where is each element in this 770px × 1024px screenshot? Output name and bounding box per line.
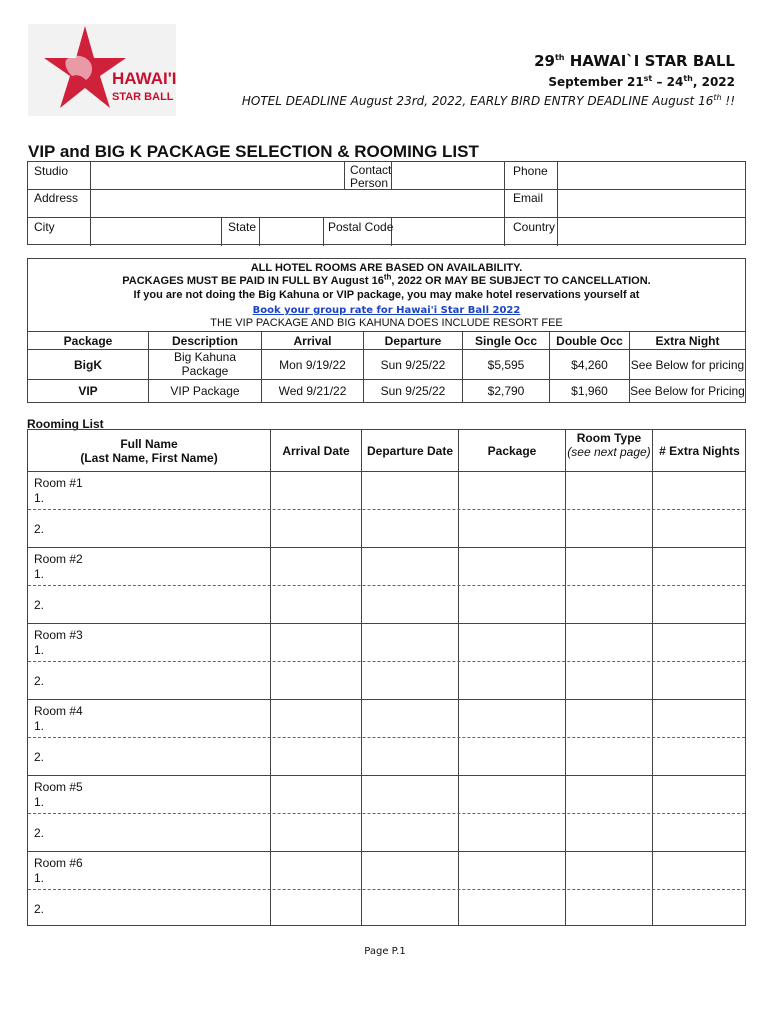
room-number: Room #3: [34, 628, 83, 642]
event-title: 29th HAWAI`I STAR BALL: [534, 52, 735, 70]
address-label: Address: [34, 191, 79, 205]
guest-line-number: 1.: [34, 795, 45, 809]
room-guest-2[interactable]: [34, 902, 44, 917]
guest-line-number: 2.: [34, 674, 45, 688]
guest-line-number: 2.: [34, 902, 45, 916]
phone-label: Phone: [513, 164, 548, 178]
room-guest-2[interactable]: [34, 750, 44, 765]
event-dates: September 21st – 24th, 2022: [548, 74, 735, 89]
city-label: City: [34, 220, 55, 234]
package-description: VIP Package: [170, 384, 240, 398]
room-guest-2[interactable]: [34, 522, 44, 537]
room-guest-1[interactable]: [34, 476, 83, 506]
package-departure: Sun 9/25/22: [380, 384, 446, 398]
guest-line-number: 1.: [34, 871, 45, 885]
group-rate-link[interactable]: Book your group rate for Hawai'i Star Ball 2022: [252, 305, 521, 316]
room-guest-1[interactable]: [34, 856, 83, 886]
col-header-departure-date: Departure Date: [366, 444, 454, 458]
payment-deadline-note: PACKAGES MUST BE PAID IN FULL BY August 16th, 2022 OR MAY BE SUBJECT TO CANCELLATION.: [122, 272, 651, 287]
guest-line-number: 1.: [34, 719, 45, 733]
guest-line-number: 1.: [34, 567, 45, 581]
room-number: Room #6: [34, 856, 83, 870]
package-extra-night: See Below for Pricing: [630, 384, 745, 398]
col-header-extra-nights: # Extra Nights: [659, 444, 740, 458]
col-header-double-occ: Double Occ: [556, 334, 623, 348]
package-name-bigk[interactable]: BigK: [74, 358, 102, 372]
package-double-occ: $1,960: [571, 384, 608, 398]
state-field[interactable]: [260, 218, 322, 244]
email-field[interactable]: [558, 190, 744, 217]
contact-person-label: Contact Person: [350, 163, 392, 190]
page-title: VIP and BIG K PACKAGE SELECTION & ROOMING LIST: [28, 142, 479, 161]
package-arrival: Wed 9/21/22: [278, 384, 347, 398]
col-header-room-type: Room Type (see next page): [567, 431, 651, 459]
logo-wordmark-hawaii: HAWAI'I: [112, 69, 176, 88]
postal-code-field[interactable]: [392, 218, 503, 244]
email-label: Email: [513, 191, 544, 205]
self-booking-note: If you are not doing the Big Kahuna or VIP package, you may make hotel reservations yourself at: [133, 289, 640, 301]
col-header-extra-night: Extra Night: [655, 334, 720, 348]
address-field[interactable]: [91, 190, 503, 217]
room-number: Room #1: [34, 476, 83, 490]
col-header-full-name: Full Name (Last Name, First Name): [80, 437, 218, 465]
guest-line-number: 2.: [34, 826, 45, 840]
hawaii-star-ball-logo: [28, 24, 176, 116]
package-single-occ: $2,790: [487, 384, 525, 398]
package-name-vip[interactable]: VIP: [78, 384, 98, 398]
state-label: State: [228, 220, 257, 234]
col-header-description: Description: [171, 334, 238, 348]
page-number: Page P.1: [364, 946, 406, 957]
col-header-package: Package: [63, 334, 113, 348]
col-header-package: Package: [487, 444, 537, 458]
package-single-occ: $5,595: [487, 358, 525, 372]
col-header-arrival-date: Arrival Date: [282, 444, 350, 458]
city-field[interactable]: [91, 218, 220, 244]
guest-line-number: 2.: [34, 598, 45, 612]
guest-line-number: 2.: [34, 750, 45, 764]
package-double-occ: $4,260: [571, 358, 608, 372]
event-deadlines: HOTEL DEADLINE August 23rd, 2022, EARLY BIRD ENTRY DEADLINE August 16th !!: [241, 93, 735, 108]
package-arrival: Mon 9/19/22: [279, 358, 346, 372]
guest-line-number: 1.: [34, 643, 45, 657]
guest-line-number: 2.: [34, 522, 45, 536]
contact-person-field[interactable]: [392, 163, 503, 189]
room-number: Room #2: [34, 552, 83, 566]
room-guest-1[interactable]: [34, 552, 83, 582]
resort-fee-note: THE VIP PACKAGE AND BIG KAHUNA DOES INCLUDE RESORT FEE: [210, 317, 563, 329]
col-header-departure: Departure: [384, 334, 442, 348]
room-number: Room #5: [34, 780, 83, 794]
package-departure: Sun 9/25/22: [380, 358, 446, 372]
studio-field[interactable]: [91, 163, 343, 189]
country-label: Country: [513, 220, 556, 234]
country-field[interactable]: [558, 218, 744, 244]
phone-field[interactable]: [558, 163, 744, 189]
room-guest-2[interactable]: [34, 598, 44, 613]
room-guest-2[interactable]: [34, 826, 44, 841]
package-selection-box: [27, 258, 746, 403]
package-description: Big Kahuna Package: [173, 350, 237, 378]
star-logo-icon: [28, 24, 176, 116]
col-header-single-occ: Single Occ: [474, 334, 538, 348]
room-guest-1[interactable]: [34, 780, 83, 810]
room-guest-2[interactable]: [34, 674, 44, 689]
rooming-list-table: [27, 429, 746, 926]
guest-line-number: 1.: [34, 491, 45, 505]
availability-note: ALL HOTEL ROOMS ARE BASED ON AVAILABILITY.: [250, 262, 523, 274]
contact-info-grid: [27, 161, 746, 245]
room-guest-1[interactable]: [34, 704, 83, 734]
postal-code-label: Postal Code: [328, 220, 394, 234]
rooming-list-label: Rooming List: [27, 417, 104, 431]
room-guest-1[interactable]: [34, 628, 83, 658]
room-number: Room #4: [34, 704, 83, 718]
logo-wordmark-starball: STAR BALL: [112, 91, 174, 103]
package-extra-night: See Below for pricing: [630, 358, 745, 372]
col-header-arrival: Arrival: [293, 334, 332, 348]
studio-label: Studio: [34, 164, 69, 178]
